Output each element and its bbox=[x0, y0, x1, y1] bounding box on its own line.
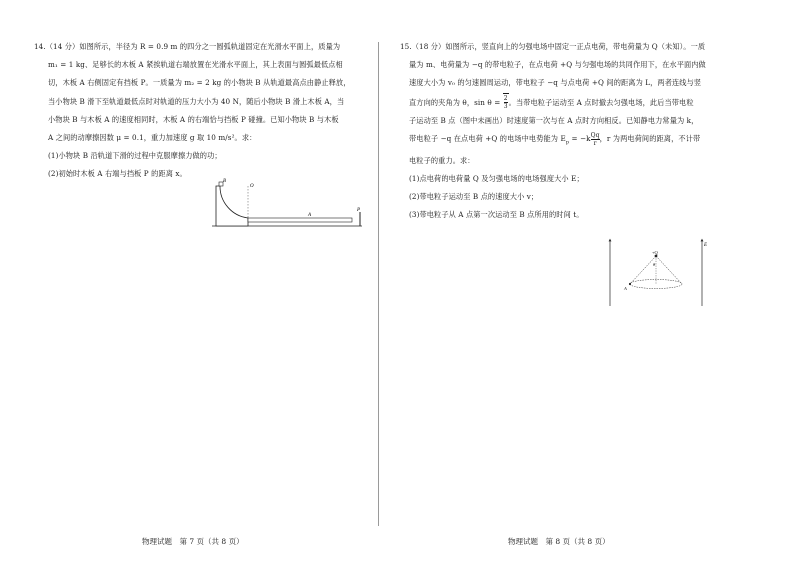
label-q: +Q bbox=[652, 250, 658, 255]
q14-line-4: 当小物块 B 滑下至轨道最低点时对轨道的压力大小为 40 N，随后小物块 B 滑上木板 A，当 bbox=[48, 96, 345, 106]
q15-sub-3: (3)带电粒子从 A 点第一次运动至 B 点所用的时间 t。 bbox=[409, 210, 584, 220]
q15-sub-2: (2)带电粒子运动至 B 点的速度大小 v； bbox=[409, 192, 539, 202]
q14-line-6: A 之间的动摩擦因数 μ = 0.1，重力加速度 g 取 10 m/s²。求： bbox=[48, 133, 257, 143]
q15-line-2: 量为 m、电荷量为 −q 的带电粒子，在点电荷 +Q 与匀强电场的共同作用下，在水平面内做 bbox=[409, 60, 706, 70]
sqrt-numerator: 2 bbox=[503, 95, 508, 103]
q14-line-1: 14.（14 分）如图所示，半径为 R = 0.9 m 的四分之一圆弧轨道固定在光滑水平面上，质量为 bbox=[34, 42, 341, 51]
q15-line-6-mid: = −k bbox=[569, 134, 591, 144]
cone-line-right bbox=[656, 256, 682, 284]
label-a-point: A bbox=[624, 286, 627, 291]
q14-sub-1: (1)小物块 B 沿轨道下滑的过程中克服摩擦力做的功； bbox=[48, 151, 222, 161]
board-a bbox=[248, 218, 352, 222]
q15-line-4-pre: 直方向的夹角为 θ，sin θ = bbox=[409, 97, 503, 107]
page-footer-left: 物理试题 第 7 页（共 8 页） bbox=[142, 537, 244, 546]
label-o: O bbox=[250, 184, 254, 189]
potential-energy-fraction bbox=[591, 132, 600, 147]
q15-line-6-post: ，r 为两电荷间的距离，不计带 bbox=[599, 134, 701, 144]
q15-line-3: 速度大小为 v₀ 的匀速圆周运动，带电粒子 −q 与点电荷 +Q 间的距离为 L，两者连线与竖 bbox=[409, 78, 702, 88]
q14-track-diagram bbox=[210, 178, 370, 238]
arc-track bbox=[216, 186, 248, 226]
fraction-numerator: Qq bbox=[590, 131, 600, 139]
label-p: P bbox=[357, 208, 361, 213]
q15-line-4 bbox=[400, 93, 740, 112]
sqrt-denominator: 3 bbox=[503, 103, 508, 111]
q15-line-1: 15.（18 分）如图所示，竖直向上的匀强电场中固定一正点电荷，带电荷量为 Q（未知）。一质 bbox=[400, 42, 706, 51]
q15-line-4-post: 。当带电粒子运动至 A 点时撤去匀强电场，此后当带电粒 bbox=[508, 97, 694, 107]
q15-line-5: 子运动至 B 点（图中未画出）时速度第一次与在 A 点时方向相反。已知静电力常量为 k， bbox=[409, 115, 699, 125]
label-theta: θ bbox=[653, 262, 656, 267]
question-15 bbox=[400, 38, 740, 224]
q15-line-7: 电粒子的重力。求： bbox=[409, 155, 475, 165]
q15-sub-1: (1)点电荷的电荷量 Q 及匀强电场的电场强度大小 E； bbox=[409, 173, 584, 183]
cone-line-left bbox=[630, 256, 656, 284]
question-14 bbox=[34, 38, 366, 184]
page-footer-right: 物理试题 第 8 页（共 8 页） bbox=[508, 537, 610, 546]
q14-line-2: m₁ = 1 kg、足够长的木板 A 紧挨轨道右端放置在光滑水平面上，其上表面与圆弧最低点相 bbox=[48, 60, 343, 70]
charged-particle bbox=[629, 283, 631, 285]
fraction-denominator: r bbox=[593, 139, 597, 147]
q14-line-3: 切，木板 A 右侧固定有挡板 P。一质量为 m₂ = 2 kg 的小物块 B 从轨道最高点由静止释放， bbox=[48, 78, 351, 88]
ep-subscript: p bbox=[565, 139, 570, 146]
q14-sub-2: (2)初始时木板 A 右端与挡板 P 的距离 x。 bbox=[48, 169, 187, 179]
label-e: E bbox=[704, 243, 708, 248]
center-divider bbox=[378, 42, 379, 526]
label-a: A bbox=[308, 213, 312, 218]
sqrt-fraction bbox=[504, 95, 508, 110]
q15-line-6 bbox=[400, 130, 740, 152]
label-b: B bbox=[223, 179, 227, 184]
q14-line-5: 小物块 B 与木板 A 的速度相同时，木板 A 的右端恰与挡板 P 碰撞。已知小物块 B 与木板 bbox=[48, 114, 339, 124]
right-page bbox=[400, 0, 800, 579]
q15-line-6-pre: 带电粒子 −q 在点电荷 +Q 的电场中电势能为 E bbox=[409, 134, 566, 144]
q15-field-diagram bbox=[600, 234, 720, 310]
